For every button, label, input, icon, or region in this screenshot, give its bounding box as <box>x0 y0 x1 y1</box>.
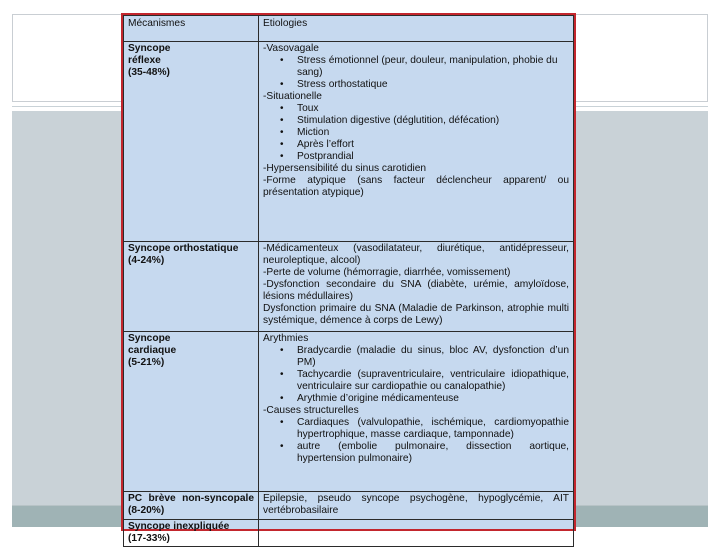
syncope-table <box>123 15 574 547</box>
etiology-line: -Forme atypique (sans facteur déclencheur apparent/ ou présentation atypique) <box>263 175 569 198</box>
bullet-item: • Toux <box>297 103 569 115</box>
bullet-list <box>263 417 569 465</box>
etiology-heading: -Situationelle <box>263 91 322 102</box>
bottom-bar-cell <box>12 506 123 527</box>
etiology-line: -Médicamenteux (vasodilatateur, diurétique, antidépresseur, neuroleptique, alcool) <box>263 243 569 266</box>
bullet-item: • Après l’effort <box>297 139 569 151</box>
mechanism-line: (35-48%) <box>128 67 170 78</box>
mechanism-cell <box>124 332 259 492</box>
table-row <box>124 242 574 332</box>
table-header-row <box>124 16 574 42</box>
bullet-item: • Stress émotionnel (peur, douleur, manipulation, phobie du sang) <box>297 55 569 79</box>
bullet-item: • Miction <box>297 127 569 139</box>
etiology-cell <box>259 42 574 242</box>
table-row <box>124 42 574 242</box>
mechanism-line: Syncope <box>128 43 171 54</box>
etiology-line: -Perte de volume (hémorragie, diarrhée, vomissement) <box>263 267 511 278</box>
table-row <box>124 492 574 520</box>
etiology-cell <box>259 520 574 547</box>
bullet-item: • Arythmie d’origine médicamenteuse <box>297 393 569 405</box>
table-row <box>124 332 574 492</box>
etiology-line: Epilepsie, pseudo syncope psychogène, hypoglycémie, AIT vertébrobasilaire <box>263 493 569 516</box>
etiology-heading: -Causes structurelles <box>263 405 359 416</box>
etiology-heading: Arythmies <box>263 333 309 344</box>
etiology-cell <box>259 332 574 492</box>
mechanism-line: (4-24%) <box>128 255 165 266</box>
etiology-cell <box>259 492 574 520</box>
mechanism-line: Syncope inexpliquée <box>128 521 230 532</box>
mechanism-line: (17-33%) <box>128 533 170 544</box>
header-mechanisms: Mécanismes <box>124 16 259 42</box>
mechanism-cell <box>124 42 259 242</box>
mechanism-cell <box>124 242 259 332</box>
bullet-item: • Stress orthostatique <box>297 79 569 91</box>
mechanism-line: PC brève non-syncopale (8-20%) <box>128 493 254 516</box>
mechanism-line: Syncope orthostatique <box>128 243 239 254</box>
mechanism-line: Syncope <box>128 333 171 344</box>
bullet-item: • Tachycardie (supraventriculaire, ventriculaire idiopathique, ventriculaire sur cardiopathie ou canalopathie) <box>297 369 569 393</box>
mechanism-cell <box>124 520 259 547</box>
etiology-cell <box>259 242 574 332</box>
mechanism-line: (5-21%) <box>128 357 165 368</box>
etiology-line: -Dysfonction secondaire du SNA (diabète, urémie, amyloïdose, lésions médullaires) <box>263 279 569 302</box>
bullet-item: • Postprandial <box>297 151 569 163</box>
mechanism-line: réflexe <box>128 55 161 66</box>
bullet-item: • Cardiaques (valvulopathie, ischémique, cardiomyopathie hypertrophique, masse cardiaque, tamponnade) <box>297 417 569 441</box>
bullet-list <box>263 103 569 163</box>
etiology-heading: -Vasovagale <box>263 43 319 54</box>
header-etiologies: Etiologies <box>259 16 574 42</box>
bullet-item: • Stimulation digestive (déglutition, défécation) <box>297 115 569 127</box>
bullet-item: • autre (embolie pulmonaire, dissection aortique, hypertension pulmonaire) <box>297 441 569 465</box>
bullet-item: • Bradycardie (maladie du sinus, bloc AV, dysfonction d’un PM) <box>297 345 569 369</box>
etiology-line: -Hypersensibilité du sinus carotidien <box>263 163 427 174</box>
mechanism-line: cardiaque <box>128 345 177 356</box>
etiology-table-image <box>121 13 576 544</box>
etiology-line: Dysfonction primaire du SNA (Maladie de Parkinson, atrophie multi systémique, démence à corps de Lewy) <box>263 303 569 326</box>
bullet-list <box>263 345 569 405</box>
table-row <box>124 520 574 547</box>
mechanism-cell <box>124 492 259 520</box>
bullet-list <box>263 55 569 91</box>
